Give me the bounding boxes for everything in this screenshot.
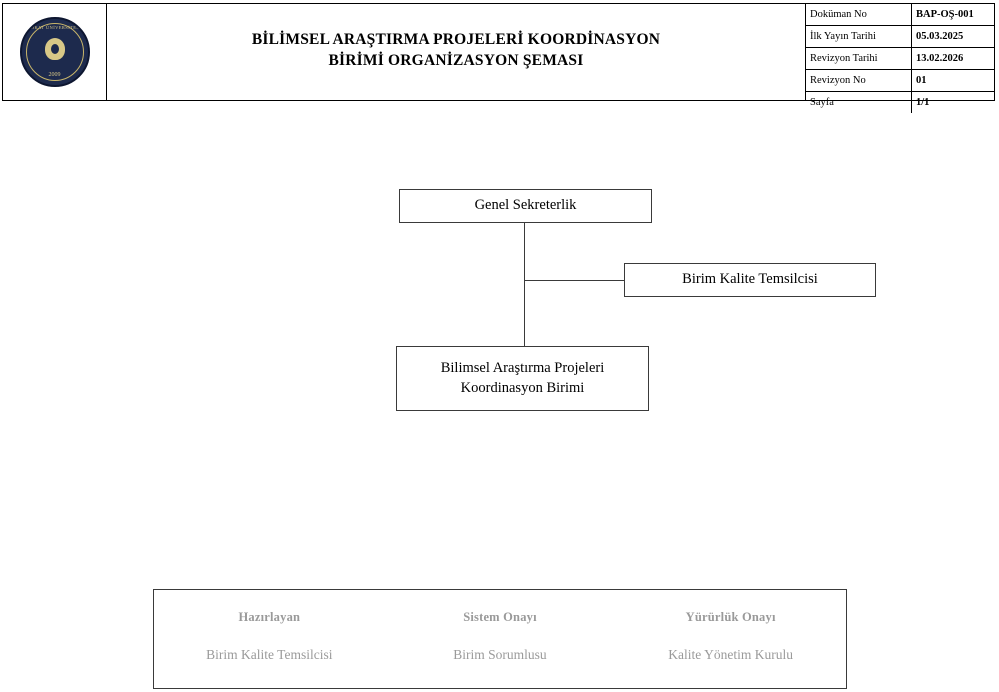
- logo-cell: [2, 3, 107, 101]
- meta-value-revizyon-tarihi: 13.02.2026: [912, 48, 995, 70]
- signature-footer: [153, 589, 847, 689]
- signature-column-sistem-onayi: [400, 610, 600, 663]
- meta-value-ilk-yayin-tarihi: 05.03.2025: [912, 26, 995, 48]
- document-meta-table: [805, 3, 995, 108]
- logo-crest-shape: [45, 38, 65, 60]
- signature-role-label: Sistem Onayı: [463, 610, 537, 624]
- table-row: [806, 26, 994, 48]
- organization-chart: [0, 101, 999, 581]
- university-crest-logo-icon: [20, 17, 90, 87]
- meta-key-ilk-yayin-tarihi: İlk Yayın Tarihi: [806, 26, 912, 48]
- org-node-label-line-2: Koordinasyon Birimi: [460, 379, 585, 396]
- meta-value-revizyon-no: 01: [912, 70, 995, 92]
- org-node-label: Birim Kalite Temsilcisi: [682, 271, 818, 288]
- document-header: [2, 3, 995, 108]
- org-node-birim-kalite-temsilcisi: [624, 263, 876, 297]
- title-cell: [107, 3, 805, 101]
- logo-top-text: TOKAT ÜNİVERSİTESİ: [27, 25, 82, 30]
- signature-role-label: Hazırlayan: [238, 610, 301, 624]
- meta-value-dokuman-no: BAP-OŞ-001: [912, 4, 995, 26]
- meta-key-revizyon-no: Revizyon No: [806, 70, 912, 92]
- org-node-label: Genel Sekreterlik: [474, 197, 577, 214]
- table-row: [806, 4, 994, 26]
- table-row: [806, 70, 994, 92]
- page-title-line-1: BİLİMSEL ARAŞTIRMA PROJELERİ KOORDİNASYON: [251, 31, 661, 48]
- logo-year: 2009: [48, 72, 61, 78]
- page-title-line-2: BİRİMİ ORGANİZASYON ŞEMASI: [328, 51, 584, 69]
- meta-value-sayfa: 1/1: [912, 92, 995, 114]
- table-row: [806, 48, 994, 70]
- signature-column-yururluk-onayi: [631, 610, 831, 663]
- signature-person-label: Kalite Yönetim Kurulu: [668, 647, 793, 662]
- connector-vertical-trunk: [524, 223, 525, 346]
- signature-person-label: Birim Sorumlusu: [453, 647, 547, 662]
- meta-key-sayfa: Sayfa: [806, 92, 912, 114]
- connector-horizontal-branch: [524, 280, 624, 281]
- org-node-bap-koordinasyon-birimi: [396, 346, 649, 411]
- page-title: [252, 30, 660, 72]
- meta-key-revizyon-tarihi: Revizyon Tarihi: [806, 48, 912, 70]
- org-node-genel-sekreterlik: [399, 189, 652, 223]
- org-node-label-line-1: Bilimsel Araştırma Projeleri: [440, 359, 605, 376]
- org-node-label: [441, 359, 605, 398]
- signature-person-label: Birim Kalite Temsilcisi: [206, 647, 333, 662]
- signature-role-label: Yürürlük Onayı: [685, 610, 776, 624]
- meta-key-dokuman-no: Doküman No: [806, 4, 912, 26]
- signature-column-hazirlayan: [169, 610, 369, 663]
